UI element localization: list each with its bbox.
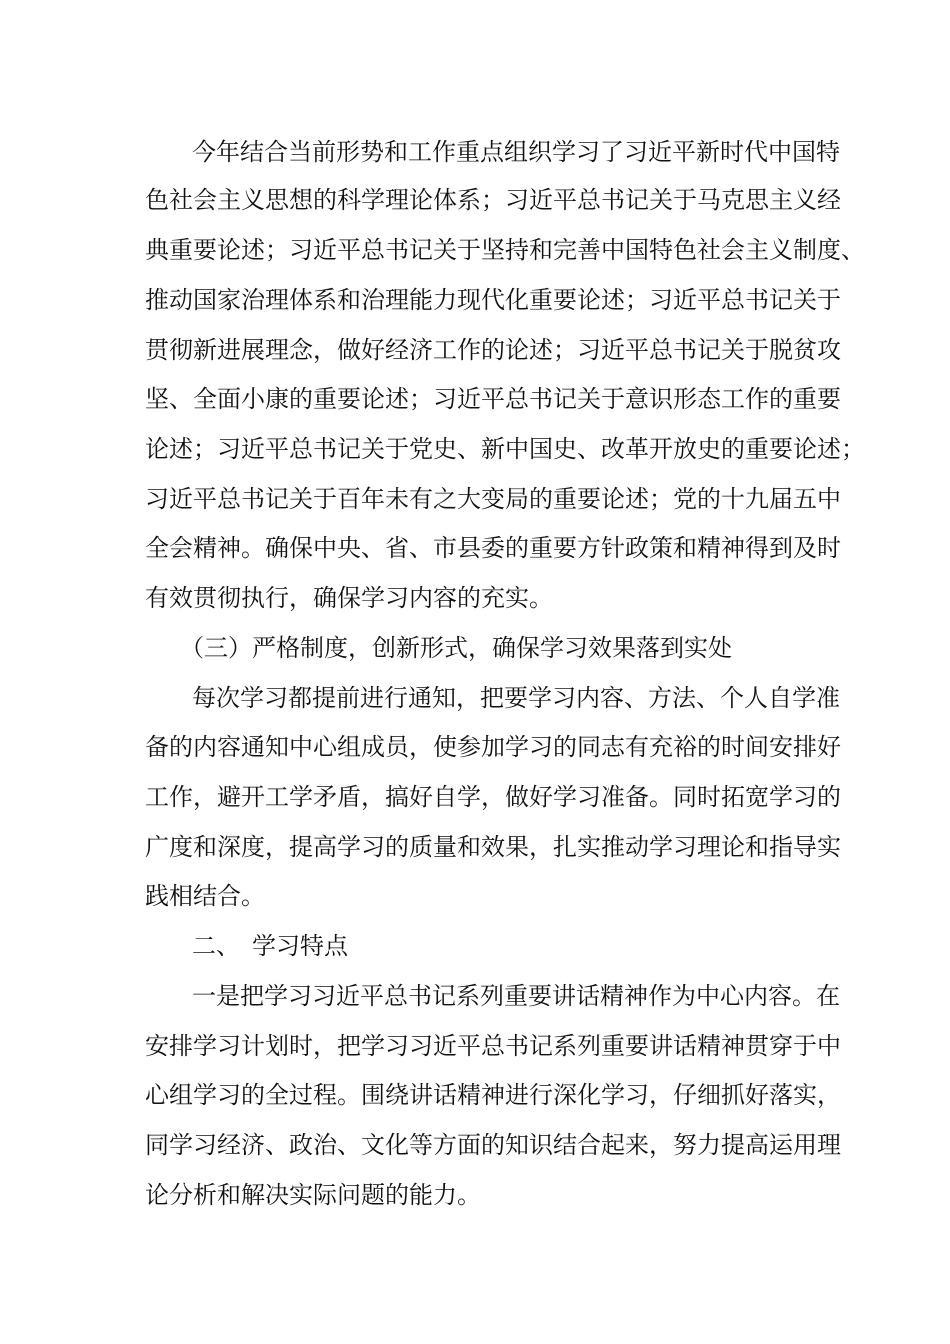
text-line: 同学习经济、政治、文化等方面的知识结合起来，努力提高运用理 — [145, 1131, 841, 1159]
text-line: 工作，避开工学矛盾，搞好自学，做好学习准备。同时拓宽学习的 — [145, 783, 841, 811]
text-line: 一是把学习习近平总书记系列重要讲话精神作为中心内容。在 — [192, 982, 840, 1010]
text-line: 心组学习的全过程。围绕讲话精神进行深化学习，仔细抓好落实， — [145, 1081, 841, 1109]
text-line: 每次学习都提前进行通知，把要学习内容、方法、个人自学准 — [192, 684, 840, 712]
text-line: 习近平总书记关于百年未有之大变局的重要论述；党的十九届五中 — [145, 485, 841, 513]
text-line: 贯彻新进展理念，做好经济工作的论述；习近平总书记关于脱贫攻 — [145, 336, 841, 364]
text-line: 全会精神。确保中央、省、市县委的重要方针政策和精神得到及时 — [145, 534, 841, 562]
text-line: 色社会主义思想的科学理论体系；习近平总书记关于马克思主义经 — [145, 186, 841, 214]
text-line: 践相结合。 — [145, 882, 265, 910]
section-heading: 二、 学习特点 — [192, 932, 348, 960]
text-line: 广度和深度，提高学习的质量和效果，扎实推动学习理论和指导实 — [145, 833, 841, 861]
text-line: 有效贯彻执行，确保学习内容的充实。 — [145, 584, 553, 612]
text-line: 论分析和解决实际问题的能力。 — [145, 1181, 481, 1209]
text-line: 典重要论述；习近平总书记关于坚持和完善中国特色社会主义制度、 — [145, 236, 865, 264]
text-line: 今年结合当前形势和工作重点组织学习了习近平新时代中国特 — [192, 138, 840, 166]
section-heading: （三）严格制度，创新形式，确保学习效果落到实处 — [180, 634, 732, 662]
text-line: 论述；习近平总书记关于党史、新中国史、改革开放史的重要论述； — [145, 435, 865, 463]
text-line: 备的内容通知中心组成员，使参加学习的同志有充裕的时间安排好 — [145, 733, 841, 761]
text-line: 推动国家治理体系和治理能力现代化重要论述；习近平总书记关于 — [145, 286, 841, 314]
text-line: 安排学习计划时，把学习习近平总书记系列重要讲话精神贯穿于中 — [145, 1032, 841, 1060]
text-line: 坚、全面小康的重要论述；习近平总书记关于意识形态工作的重要 — [145, 385, 841, 413]
